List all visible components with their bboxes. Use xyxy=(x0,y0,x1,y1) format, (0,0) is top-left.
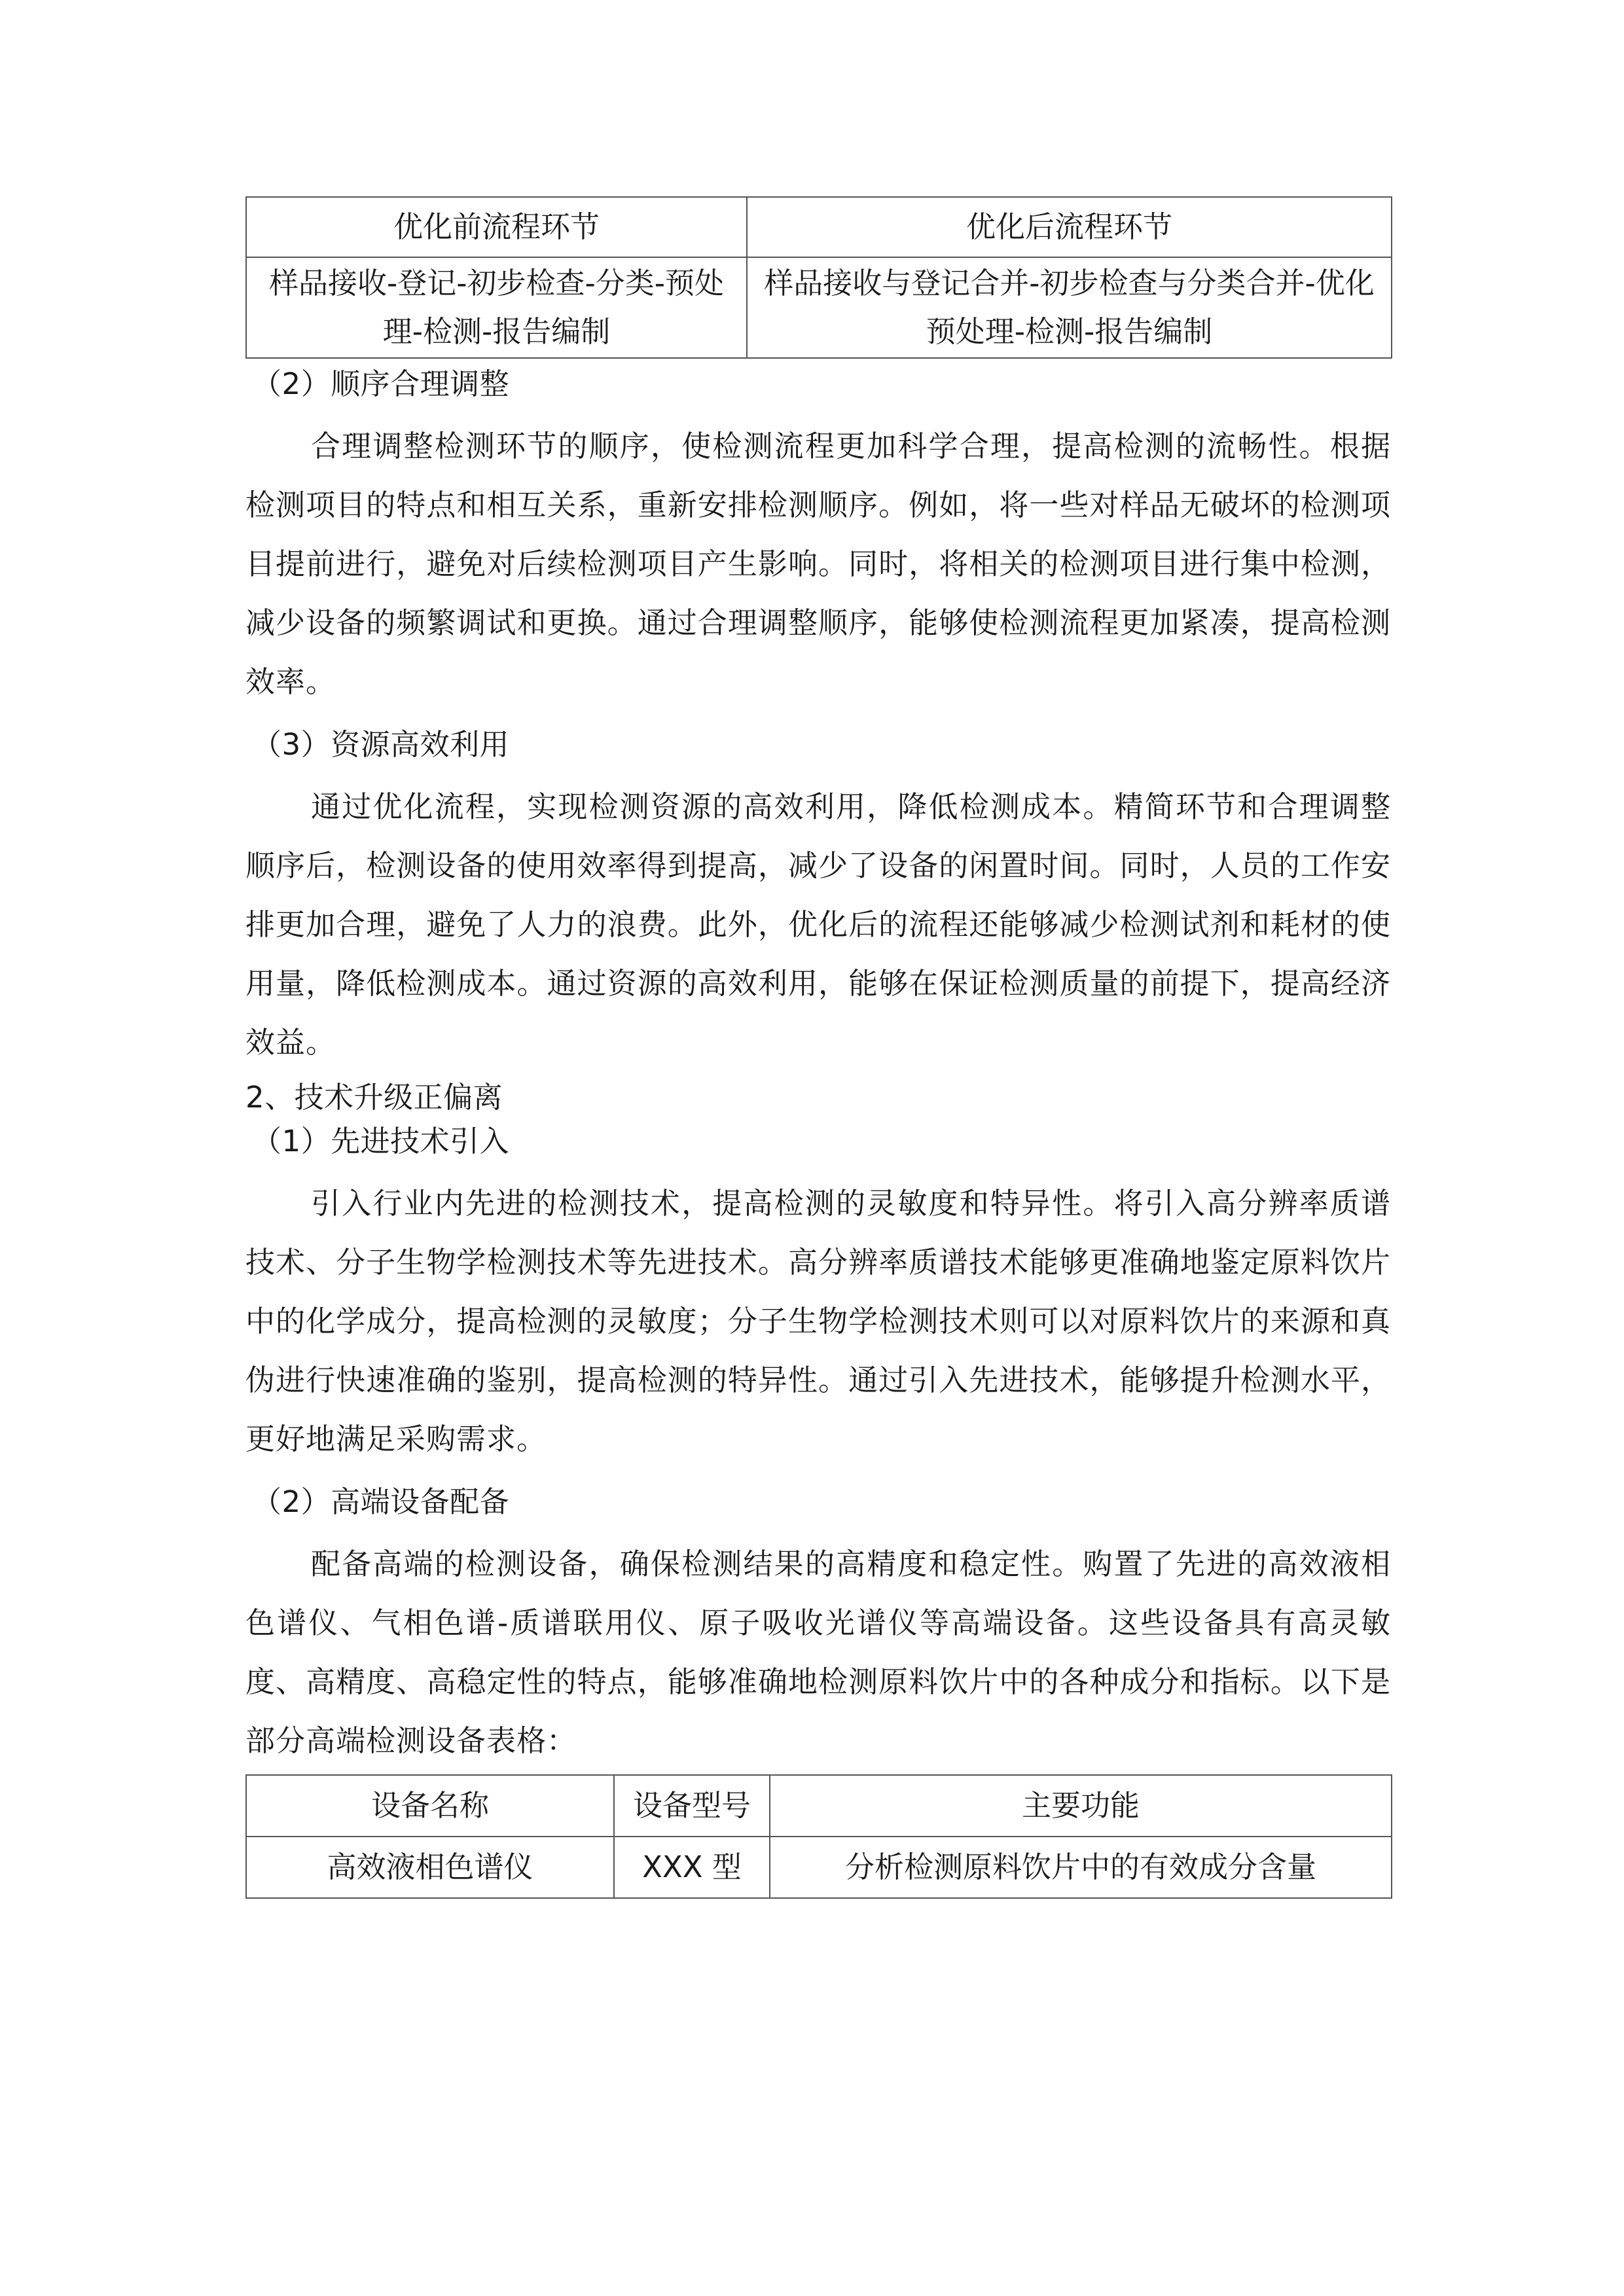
section-heading: （2）高端设备配备 xyxy=(252,1484,510,1519)
table-header-cell: 优化前流程环节 xyxy=(246,197,747,257)
section-heading: （3）资源高效利用 xyxy=(252,727,510,762)
body-paragraph: 配备高端的检测设备，确保检测结果的高精度和稳定性。购置了先进的高效液相色谱仪、气相色谱-质谱联用仪、原子吸收光谱仪等高端设备。这些设备具有高灵敏度、高精度、高稳定性的特点，能够准确地检测原料饮片中的各种成分和指标。以下是部分高端检测设备表格： xyxy=(245,1547,1391,1758)
table-row xyxy=(246,1837,1392,1898)
table-header-cell: 主要功能 xyxy=(770,1775,1392,1837)
body-paragraph: 合理调整检测环节的顺序，使检测流程更加科学合理，提高检测的流畅性。根据检测项目的特点和相互关系，重新安排检测顺序。例如，将一些对样品无破坏的检测项目提前进行，避免对后续检测项目产生影响。同时，将相关的检测项目进行集中检测，减少设备的频繁调试和更换。通过合理调整顺序，能够使检测流程更加紧凑，提高检测效率。 xyxy=(245,429,1391,699)
table-header-row xyxy=(246,197,1392,257)
table-cell: 样品接收与登记合并-初步检查与分类合并-优化预处理-检测-报告编制 xyxy=(747,257,1392,358)
table-header-cell: 设备型号 xyxy=(614,1775,770,1837)
body-paragraph: 引入行业内先进的检测技术，提高检测的灵敏度和特异性。将引入高分辨率质谱技术、分子生物学检测技术等先进技术。高分辨率质谱技术能够更准确地鉴定原料饮片中的化学成分，提高检测的灵敏度；分子生物学检测技术则可以对原料饮片的来源和真伪进行快速准确的鉴别，提高检测的特异性。通过引入先进技术，能够提升检测水平，更好地满足采购需求。 xyxy=(245,1186,1391,1456)
table-header-cell: 设备名称 xyxy=(246,1775,614,1837)
table-header-cell: 优化后流程环节 xyxy=(747,197,1392,257)
body-paragraph: 通过优化流程，实现检测资源的高效利用，降低检测成本。精简环节和合理调整顺序后，检测设备的使用效率得到提高，减少了设备的闲置时间。同时，人员的工作安排更加合理，避免了人力的浪费。此外，优化后的流程还能够减少检测试剂和耗材的使用量，降低检测成本。通过资源的高效利用，能够在保证检测质量的前提下，提高经济效益。 xyxy=(245,789,1391,1060)
section-heading: 2、技术升级正偏离 xyxy=(245,1080,503,1115)
process-comparison-table xyxy=(245,196,1392,359)
table-cell: 分析检测原料饮片中的有效成分含量 xyxy=(770,1837,1392,1898)
table-cell: 样品接收-登记-初步检查-分类-预处理-检测-报告编制 xyxy=(246,257,747,358)
section-heading: （1）先进技术引入 xyxy=(252,1124,510,1158)
table-cell: 高效液相色谱仪 xyxy=(246,1837,614,1898)
table-header-row xyxy=(246,1775,1392,1837)
table-cell: XXX 型 xyxy=(614,1837,770,1898)
document-page xyxy=(245,196,1391,1899)
section-heading: （2）顺序合理调整 xyxy=(252,367,510,401)
table-row xyxy=(246,257,1392,358)
equipment-table xyxy=(245,1774,1392,1899)
